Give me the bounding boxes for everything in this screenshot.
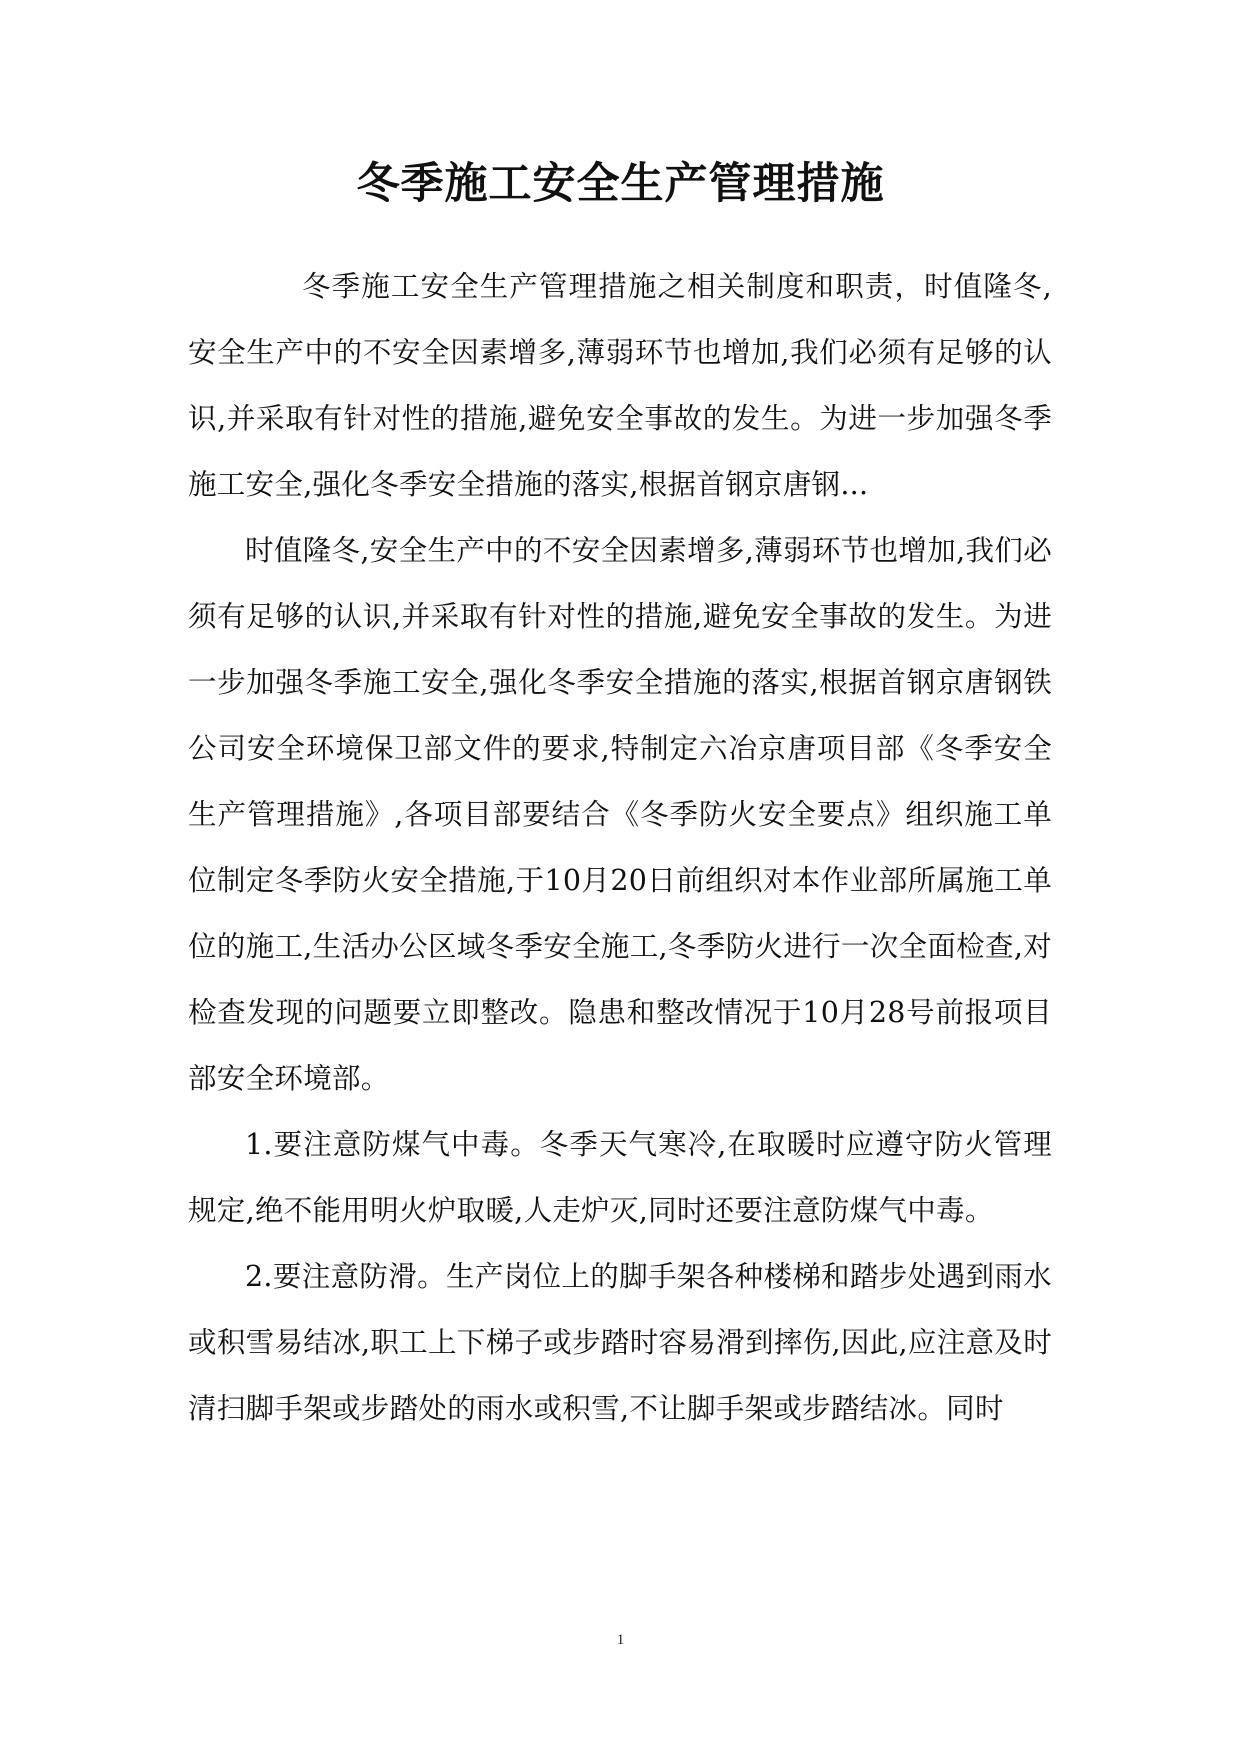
- paragraph-background: 时值隆冬,安全生产中的不安全因素增多,薄弱环节也增加,我们必须有足够的认识,并采取有针对性的措施,避免安全事故的发生。为进一步加强冬季施工安全,强化冬季安全措施的落实,根据首钢京唐钢铁公司安全环境保卫部文件的要求,特制定六冶京唐项目部《冬季安全生产管理措施》,各项目部要结合《冬季防火安全要点》组织施工单位制定冬季防火安全措施,于10月20日前组织对本作业部所属施工单位的施工,生活办公区域冬季安全施工,冬季防火进行一次全面检查,对检查发现的问题要立即整改。隐患和整改情况于10月28号前报项目部安全环境部。: [188, 534, 1052, 1095]
- paragraph-item-1: 1.要注意防煤气中毒。冬季天气寒冷,在取暖时应遵守防火管理规定,绝不能用明火炉取暖,人走炉灭,同时还要注意防煤气中毒。: [188, 1128, 1052, 1227]
- paragraph-item-2: 2.要注意防滑。生产岗位上的脚手架各种楼梯和踏步处遇到雨水或积雪易结冰,职工上下梯子或步踏时容易滑到摔伤,因此,应注意及时清扫脚手架或步踏处的雨水或积雪,不让脚手架或步踏结冰。同时: [188, 1260, 1052, 1425]
- paragraph-intro: 冬季施工安全生产管理措施之相关制度和职责，时值隆冬,安全生产中的不安全因素增多,薄弱环节也增加,我们必须有足够的认识,并采取有针对性的措施,避免安全事故的发生。为进一步加强冬季施工安全,强化冬季安全措施的落实,根据首钢京唐钢...: [188, 270, 1052, 501]
- page-number: 1: [616, 1632, 625, 1648]
- document-title: 冬季施工安全生产管理措施: [356, 159, 885, 209]
- document-body: [188, 254, 1052, 1442]
